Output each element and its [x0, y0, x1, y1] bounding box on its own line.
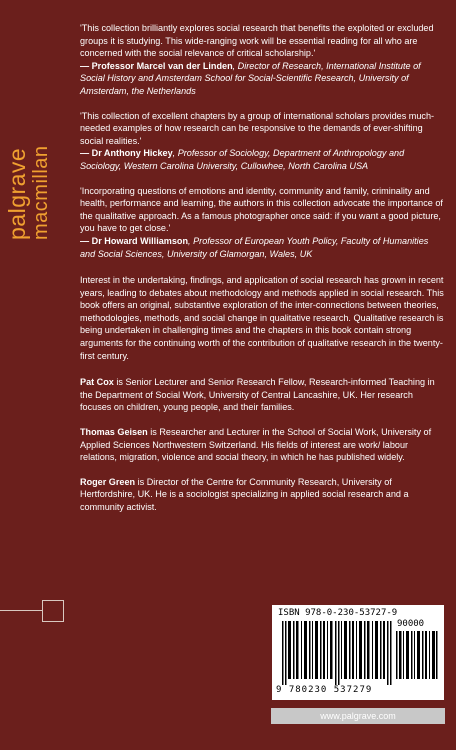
quote-affiliation: , Director of Research, International Institute of Social History and Amsterdam School for Social-Scientific Research, University of Amsterdam, the Netherlands: [80, 60, 421, 96]
isbn-barcode: [272, 605, 444, 700]
author-bio: [80, 376, 444, 414]
book-description: Interest in the undertaking, findings, and application of social research has grown in recent years, leading to debates about methodology and methods applied in social research. This book offers an original, substantive exploration of the inter-connections between theories, methodologies, methods, and social change in qualitative research. Qualitative research is being undertaken in challenging times and the chapters in this book contain strong arguments for the continuing worth of the contribution of qualitative research in the twenty-first century.: [80, 275, 444, 361]
quote-attribution: [80, 148, 404, 171]
quote-affiliation: , Professor of European Youth Policy, Faculty of Humanities and Social Sciences, University of Glamorgan, Wales, UK: [80, 235, 429, 259]
author-name: Thomas Geisen: [80, 427, 148, 438]
author-name: Roger Green: [80, 476, 136, 487]
quote-text: 'This collection of excellent chapters by a group of international scholars provides much-needed examples of how research can be responsive to the demands of ever-shifting social realities.': [80, 110, 435, 146]
quote-author: — Dr Howard Williamson: [80, 235, 189, 246]
quote-attribution: [80, 61, 421, 96]
price-barcode-bars: [396, 631, 438, 679]
endorsement-quote: [80, 22, 444, 98]
logo-line-macmillan: macmillan: [30, 145, 52, 240]
price-code: 90000: [397, 619, 425, 629]
decorative-rule: [0, 610, 42, 611]
quote-affiliation: , Professor of Sociology, Department of Anthropology and Sociology, Western Carolina University, Cullowhee, North Carolina USA: [80, 148, 405, 171]
author-bio-text: is Researcher and Lecturer in the School of Social Work, University of Applied Sciences Northwestern Switzerland. His fields of interest are work/ labour relations, migration, violence and social theory, in which he has published widely.: [80, 427, 432, 463]
back-cover-text: [80, 22, 444, 526]
quote-author: — Professor Marcel van der Linden: [80, 60, 233, 71]
publisher-logo: [6, 30, 50, 240]
endorsement-quote: [80, 110, 444, 173]
decorative-square: [42, 600, 64, 622]
barcode-digits: 9 780230 537279: [276, 685, 373, 695]
endorsement-quote: [80, 185, 444, 261]
publisher-website[interactable]: www.palgrave.com: [271, 708, 445, 724]
quote-attribution: [80, 236, 428, 259]
author-bio: [80, 426, 444, 464]
isbn-text: ISBN 978-0-230-53727-9: [278, 608, 398, 618]
quote-author: — Dr Anthony Hickey: [80, 148, 173, 159]
quote-text: 'This collection brilliantly explores social research that benefits the exploited or excluded groups it is studying. This wide-ranging work will be essential reading for all who are concerned with the social relevance of critical scholarship.': [80, 23, 434, 59]
quote-text: 'Incorporating questions of emotions and identity, community and family, criminality and health, performance and learning, the authors in this collection advocate the importance of the qualitative approach. As a famous photographer once said: if you want a good picture, you have to get close.': [80, 185, 443, 234]
barcode-bars: [282, 621, 392, 685]
author-bio-text: is Director of the Centre for Community Research, University of Hertfordshire, UK. He is a sociologist specializing in applied social research and a community activist.: [80, 476, 409, 512]
author-bio: [80, 476, 444, 514]
author-bio-text: is Senior Lecturer and Senior Research Fellow, Research-informed Teaching in the Department of Social Work, University of Central Lancashire, UK. Her research focuses on children, young people, and their families.: [80, 377, 435, 413]
logo-line-palgrave: palgrave: [4, 147, 30, 240]
author-name: Pat Cox: [80, 377, 114, 388]
